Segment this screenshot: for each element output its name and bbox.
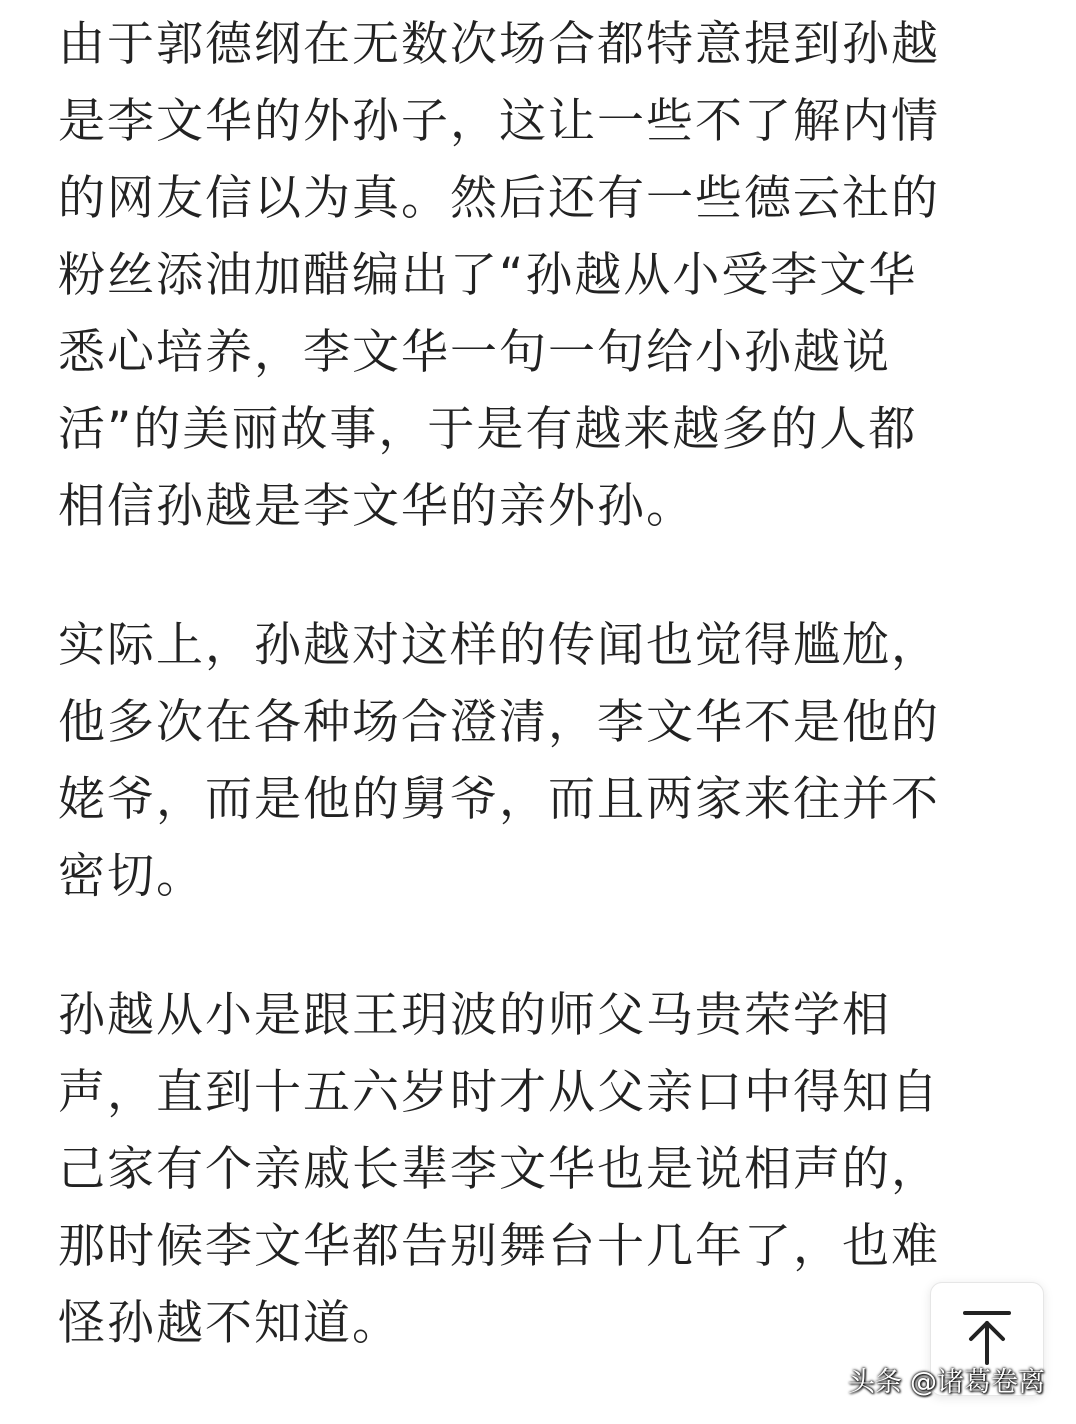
watermark-brand: 头条 (848, 1367, 902, 1398)
text-line: 那时候李文华都告别舞台十几年了，也难 (58, 1219, 940, 1274)
text-line: 密切。 (58, 849, 205, 904)
text-line: 粉丝添油加醋编出了“孙越从小受李文华 (58, 248, 918, 303)
text-line: 由于郭德纲在无数次场合都特意提到孙越 (58, 17, 940, 72)
text-line: 是李文华的外孙子，这让一些不了解内情 (58, 94, 940, 149)
text-line: 他多次在各种场合澄清，李文华不是他的 (58, 695, 940, 750)
text-line: 实际上，孙越对这样的传闻也觉得尴尬， (58, 618, 940, 673)
watermark (848, 1360, 1045, 1399)
text-line: 孙越从小是跟王玥波的师父马贵荣学相 (58, 988, 891, 1043)
text-line: 相信孙越是李文华的亲外孙。 (58, 479, 695, 534)
text-line: 怪孙越不知道。 (58, 1296, 401, 1351)
text-line: 己家有个亲戚长辈李文华也是说相声的， (58, 1142, 940, 1197)
text-line: 姥爷，而是他的舅爷，而且两家来往并不 (58, 772, 940, 827)
article-body (58, 6, 1028, 1424)
paragraph-2 (58, 607, 1028, 915)
paragraph-3 (58, 977, 1028, 1362)
paragraph-1 (58, 6, 1028, 545)
watermark-handle: @诸葛卷离 (910, 1367, 1045, 1398)
text-line: 悉心培养，李文华一句一句给小孙越说 (58, 325, 891, 380)
text-line: 活”的美丽故事，于是有越来越多的人都 (58, 402, 918, 457)
text-line: 声，直到十五六岁时才从父亲口中得知自 (58, 1065, 940, 1120)
text-line: 的网友信以为真。然后还有一些德云社的 (58, 171, 940, 226)
